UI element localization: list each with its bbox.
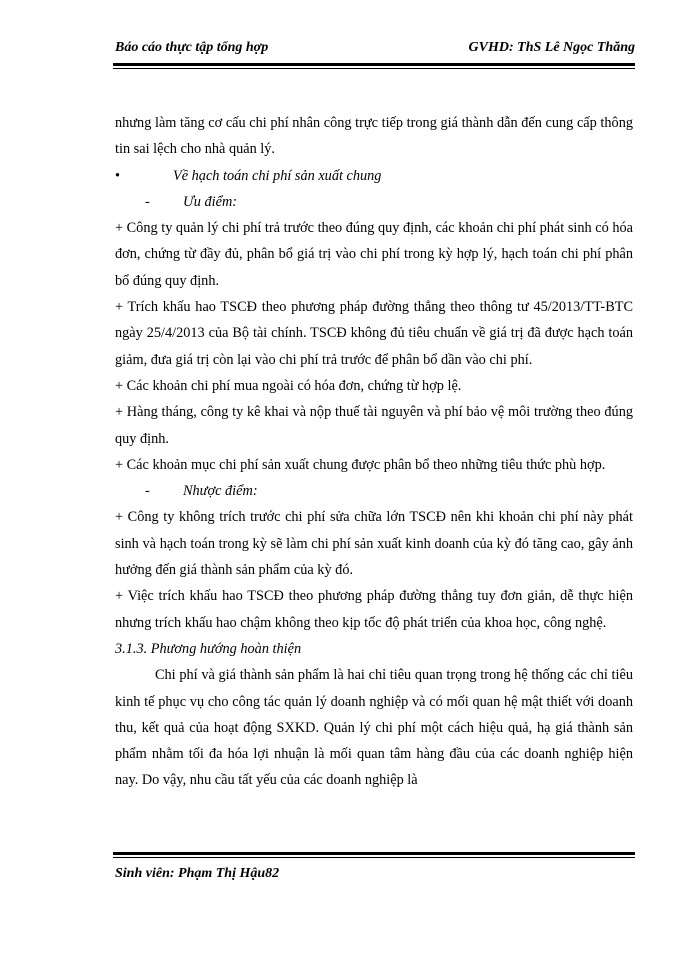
footer-rule <box>113 852 635 858</box>
paragraph: + Công ty không trích trước chi phí sửa chữa lớn TSCĐ nên khi khoản chi phí này phát sinh và hạch toán trong kỳ sẽ làm chi phí sản xuất kinh doanh của kỳ đó tăng cao, gây ảnh hưởng đến giá thành sản phẩm của kỳ đó. <box>115 509 633 579</box>
bullet-icon: • <box>115 167 121 184</box>
student-name: Sinh viên: Phạm Thị Hậu82 <box>115 866 280 881</box>
paragraph: + Các khoản chi phí mua ngoài có hóa đơn, chứng từ hợp lệ. <box>115 377 462 394</box>
paragraph: + Hàng tháng, công ty kê khai và nộp thuế tài nguyên và phí bảo vệ môi trường theo đúng quy định. <box>115 404 633 447</box>
subheading-advantages <box>115 189 633 215</box>
subheading-text: Nhược điểm: <box>183 483 258 500</box>
page-header <box>115 40 635 60</box>
bullet-item <box>115 163 633 189</box>
dash-icon: - <box>145 483 150 500</box>
paragraph: + Công ty quản lý chi phí trả trước theo đúng quy định, các khoản chi phí phát sinh có hóa đơn, chứng từ đầy đủ, phân bổ giá trị vào chi phí trong kỳ hợp lý, hạch toán chi phí phân bổ đúng quy định. <box>115 220 633 289</box>
report-title: Báo cáo thực tập tổng hợp <box>115 40 269 55</box>
subheading-disadvantages <box>115 478 633 504</box>
bullet-text: Về hạch toán chi phí sản xuất chung <box>173 167 382 184</box>
header-rule <box>113 63 635 69</box>
paragraph: nhưng làm tăng cơ cấu chi phí nhân công trực tiếp trong giá thành dẫn đến cung cấp thông tin sai lệch cho nhà quản lý. <box>115 115 633 158</box>
paragraph: + Việc trích khấu hao TSCĐ theo phương pháp đường thẳng tuy đơn giản, dễ thực hiện nhưng trích khấu hao chậm không theo kịp tốc độ phát triển của khoa học, công nghệ. <box>115 588 633 631</box>
document-body <box>115 110 633 794</box>
paragraph: + Trích khấu hao TSCĐ theo phương pháp đường thẳng theo thông tư 45/2013/TT-BTC ngày 25/4/2013 của Bộ tài chính. TSCĐ không đủ tiêu chuẩn về giá trị đã được hạch toán giảm, đưa giá trị còn lại vào chi phí trả trước để phân bổ dần vào chi phí. <box>115 299 633 368</box>
section-heading: 3.1.3. Phương hướng hoàn thiện <box>115 640 302 657</box>
supervisor-label: GVHD: ThS Lê Ngọc Thăng <box>468 40 635 55</box>
paragraph: + Các khoản mục chi phí sản xuất chung được phân bổ theo những tiêu thức phù hợp. <box>115 456 606 473</box>
paragraph: Chi phí và giá thành sản phẩm là hai chỉ tiêu quan trọng trong hệ thống các chỉ tiêu kinh tế phục vụ cho công tác quản lý doanh nghiệp và có mối quan hệ mật thiết với doanh thu, kết quả của hoạt động SXKD. Quản lý chi phí một cách hiệu quả, hạ giá thành sản phẩm nhằm tối đa hóa lợi nhuận là mối quan tâm hàng đầu của các doanh nghiệp hiện nay. Do vậy, nhu cầu tất yếu của các doanh nghiệp là <box>115 667 633 789</box>
dash-icon: - <box>145 193 150 210</box>
subheading-text: Ưu điểm: <box>183 193 238 210</box>
